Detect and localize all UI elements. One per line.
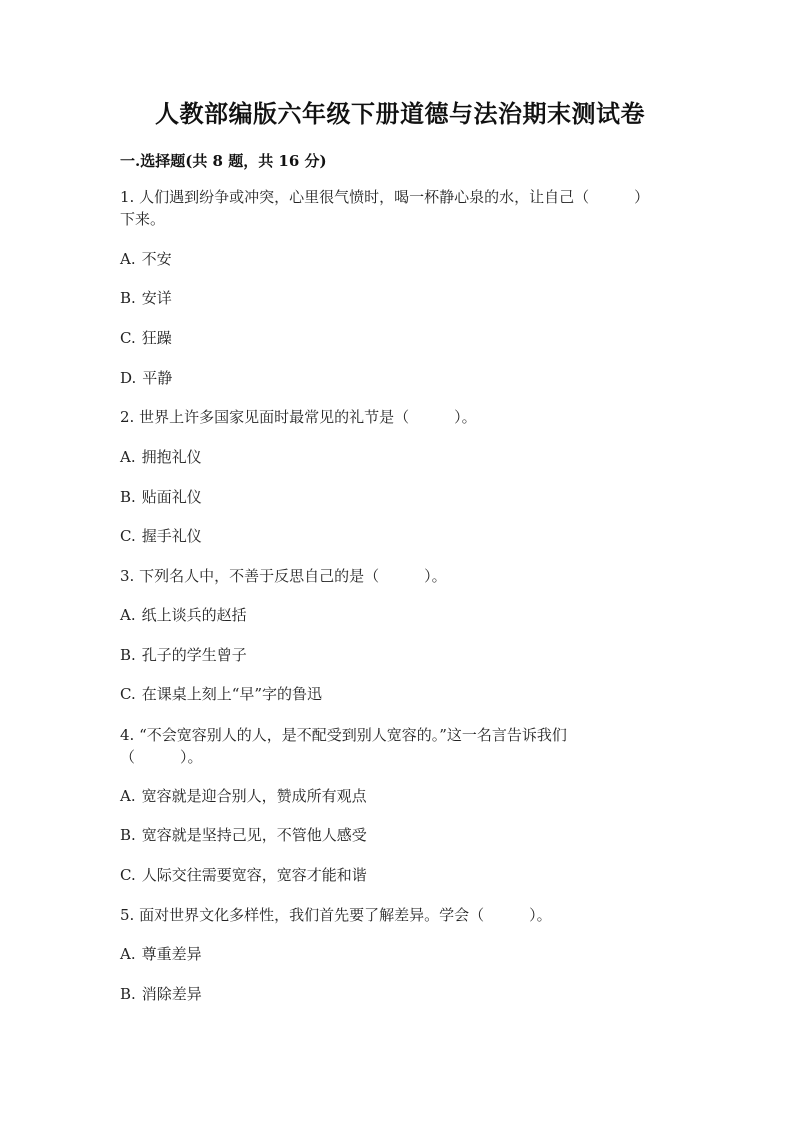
option-letter: B. (120, 488, 136, 506)
option-letter: B. (120, 646, 136, 664)
option-letter: A. (120, 945, 136, 963)
question-5-line-1: 5. 面对世界文化多样性，我们首先要了解差异。学会（ ）。 (120, 906, 552, 924)
option-letter: B. (120, 826, 136, 844)
option-letter: A. (120, 250, 136, 268)
option-text: 在课桌上刻上“早”字的鲁迅 (141, 685, 323, 703)
option-text: 纸上谈兵的赵括 (141, 606, 247, 624)
option-letter: C. (120, 685, 136, 703)
section-heading: 一.选择题(共 8 题，共 16 分) (120, 152, 327, 170)
question-3-option-b[interactable] (120, 644, 247, 666)
question-2-option-a[interactable] (120, 446, 202, 468)
option-text: 孔子的学生曾子 (141, 646, 247, 664)
option-text: 宽容就是迎合别人，赞成所有观点 (141, 787, 367, 805)
option-text: 平静 (142, 369, 173, 387)
option-text: 贴面礼仪 (141, 488, 202, 506)
question-4-option-c[interactable] (120, 864, 367, 886)
question-3-option-c[interactable] (120, 683, 322, 705)
question-4-line-1: 4. “不会宽容别人的人，是不配受到别人宽容的。”这一名言告诉我们 (120, 726, 567, 744)
option-text: 不安 (141, 250, 172, 268)
question-2-option-c[interactable] (120, 525, 202, 547)
question-1-option-b[interactable] (120, 287, 172, 309)
option-letter: B. (120, 289, 136, 307)
question-3 (120, 565, 680, 587)
question-2-line-1: 2. 世界上许多国家见面时最常见的礼节是（ ）。 (120, 408, 477, 426)
question-4-option-a[interactable] (120, 785, 367, 807)
question-3-line-1: 3. 下列名人中，不善于反思自己的是（ ）。 (120, 567, 447, 585)
option-text: 安详 (141, 289, 172, 307)
question-1-line-2: 下来。 (120, 210, 166, 228)
option-text: 尊重差异 (141, 945, 202, 963)
option-text: 握手礼仪 (141, 527, 202, 545)
question-1-option-c[interactable] (120, 327, 172, 349)
question-4-line-2: （ ）。 (120, 748, 203, 766)
option-letter: D. (120, 369, 137, 387)
question-2 (120, 406, 680, 428)
question-4-option-b[interactable] (120, 824, 367, 846)
question-1-option-d[interactable] (120, 367, 172, 389)
option-letter: B. (120, 985, 136, 1003)
question-3-option-a[interactable] (120, 604, 247, 626)
option-letter: A. (120, 606, 136, 624)
question-1-line-1: 1. 人们遇到纷争或冲突，心里很气愤时，喝一杯静心泉的水，让自己（ ） (120, 188, 650, 206)
question-2-option-b[interactable] (120, 486, 202, 508)
question-4 (120, 724, 680, 768)
option-text: 消除差异 (141, 985, 202, 1003)
option-text: 宽容就是坚持己见，不管他人感受 (141, 826, 367, 844)
option-letter: A. (120, 787, 136, 805)
option-letter: A. (120, 448, 136, 466)
question-5 (120, 904, 680, 926)
option-letter: C. (120, 527, 136, 545)
option-text: 人际交往需要宽容，宽容才能和谐 (141, 866, 367, 884)
option-text: 狂躁 (141, 329, 172, 347)
option-letter: C. (120, 329, 136, 347)
question-1-option-a[interactable] (120, 248, 172, 270)
question-5-option-a[interactable] (120, 943, 202, 965)
question-1 (120, 186, 680, 230)
question-5-option-b[interactable] (120, 983, 202, 1005)
option-letter: C. (120, 866, 136, 884)
page-title: 人教部编版六年级下册道德与法治期末测试卷 (155, 99, 645, 128)
option-text: 拥抱礼仪 (141, 448, 202, 466)
